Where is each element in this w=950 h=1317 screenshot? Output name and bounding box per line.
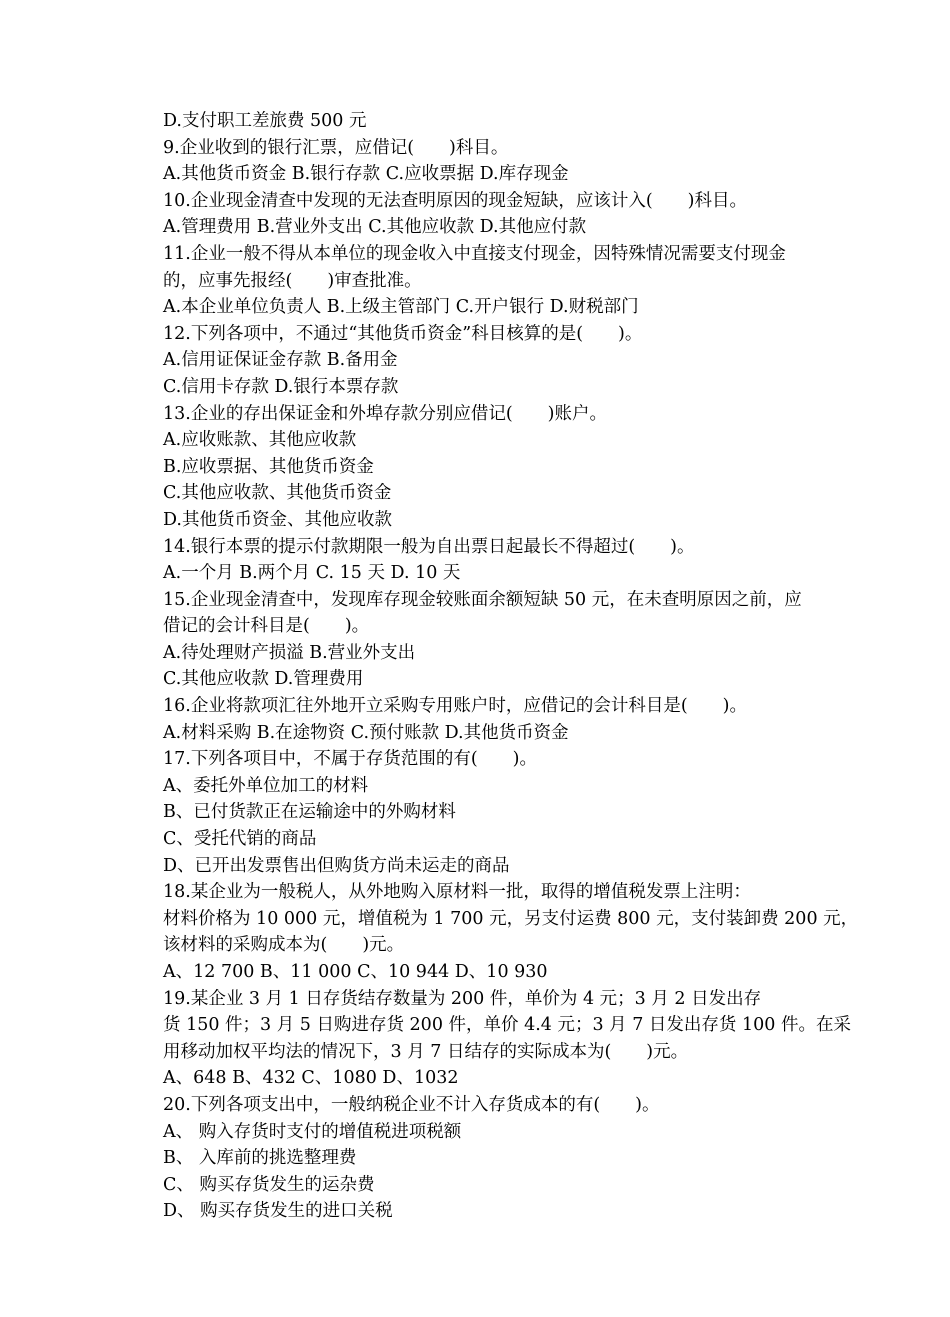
question-19: 19.某企业 3 月 1 日存货结存数量为 200 件，单价为 4 元；3 月 2 日发出存 (163, 988, 762, 1009)
question-18-cont-1: 材料价格为 10 000 元，增值税为 1 700 元，另支付运费 800 元，支付装卸费 200 元， (163, 908, 859, 929)
options-15-b: C.其他应收款 D.管理费用 (163, 669, 364, 690)
options-15-a: A.待处理财产损溢 B.营业外支出 (163, 642, 416, 663)
question-11: 11.企业一般不得从本单位的现金收入中直接支付现金，因特殊情况需要支付现金 (163, 243, 786, 264)
option-13-d: D.其他货币资金、其他应收款 (163, 509, 392, 530)
options-12-a: A.信用证保证金存款 B.备用金 (163, 350, 398, 371)
options-18: A、12 700 B、11 000 C、10 944 D、10 930 (163, 962, 548, 982)
options-19: A、648 B、432 C、1080 D、1032 (163, 1068, 459, 1089)
question-9: 9.企业收到的银行汇票，应借记( )科目。 (163, 137, 509, 158)
question-14: 14.银行本票的提示付款期限一般为自出票日起最长不得超过( )。 (163, 536, 695, 557)
option-17-c: C、受托代销的商品 (163, 829, 317, 850)
option-13-c: C.其他应收款、其他货币资金 (163, 483, 392, 504)
option-17-b: B、已付货款正在运输途中的外购材料 (163, 802, 456, 823)
option-20-d: D、 购买存货发生的进口关税 (163, 1201, 393, 1222)
options-14: A.一个月 B.两个月 C. 15 天 D. 10 天 (163, 563, 461, 584)
question-13: 13.企业的存出保证金和外埠存款分别应借记( )账户。 (163, 403, 607, 424)
option-20-c: C、 购买存货发生的运杂费 (163, 1174, 375, 1195)
question-18-cont-2: 该材料的采购成本为( )元。 (163, 935, 405, 956)
options-10: A.管理费用 B.营业外支出 C.其他应收款 D.其他应付款 (163, 217, 587, 238)
options-9: A.其他货币资金 B.银行存款 C.应收票据 D.库存现金 (163, 164, 569, 185)
option-13-a: A.应收账款、其他应收款 (163, 430, 357, 451)
option-13-b: B.应收票据、其他货币资金 (163, 456, 374, 477)
question-17: 17.下列各项目中，不属于存货范围的有( )。 (163, 749, 537, 770)
question-10: 10.企业现金清查中发现的无法查明原因的现金短缺，应该计入( )科目。 (163, 190, 747, 211)
options-11: A.本企业单位负责人 B.上级主管部门 C.开户银行 D.财税部门 (163, 297, 639, 318)
text-line: D.支付职工差旅费 500 元 (163, 111, 367, 131)
options-12-b: C.信用卡存款 D.银行本票存款 (163, 376, 399, 397)
question-20: 20.下列各项支出中，一般纳税企业不计入存货成本的有( )。 (163, 1094, 660, 1115)
options-16: A.材料采购 B.在途物资 C.预付账款 D.其他货币资金 (163, 722, 569, 743)
question-15: 15.企业现金清查中，发现库存现金较账面余额短缺 50 元，在未查明原因之前，应 (163, 589, 802, 610)
question-19-cont-1: 货 150 件；3 月 5 日购进存货 200 件，单价 4.4 元；3 月 7 日发出存货 100 件。在采 (163, 1015, 851, 1036)
option-20-a: A、 购入存货时支付的增值税进项税额 (163, 1121, 462, 1142)
option-17-a: A、委托外单位加工的材料 (163, 775, 369, 796)
question-11-cont: 的，应事先报经( )审查批准。 (163, 270, 422, 291)
question-15-cont: 借记的会计科目是( )。 (163, 616, 370, 637)
option-20-b: B、 入库前的挑选整理费 (163, 1148, 357, 1169)
option-17-d: D、已开出发票售出但购货方尚未运走的商品 (163, 855, 510, 876)
question-12: 12.下列各项中，不通过“其他货币资金”科目核算的是( )。 (163, 323, 643, 344)
question-18: 18.某企业为一般税人，从外地购入原材料一批，取得的增值税发票上注明： (163, 882, 751, 903)
question-16: 16.企业将款项汇往外地开立采购专用账户时，应借记的会计科目是( )。 (163, 696, 747, 717)
question-19-cont-2: 用移动加权平均法的情况下，3 月 7 日结存的实际成本为( )元。 (163, 1041, 689, 1062)
document-page (163, 108, 913, 1225)
